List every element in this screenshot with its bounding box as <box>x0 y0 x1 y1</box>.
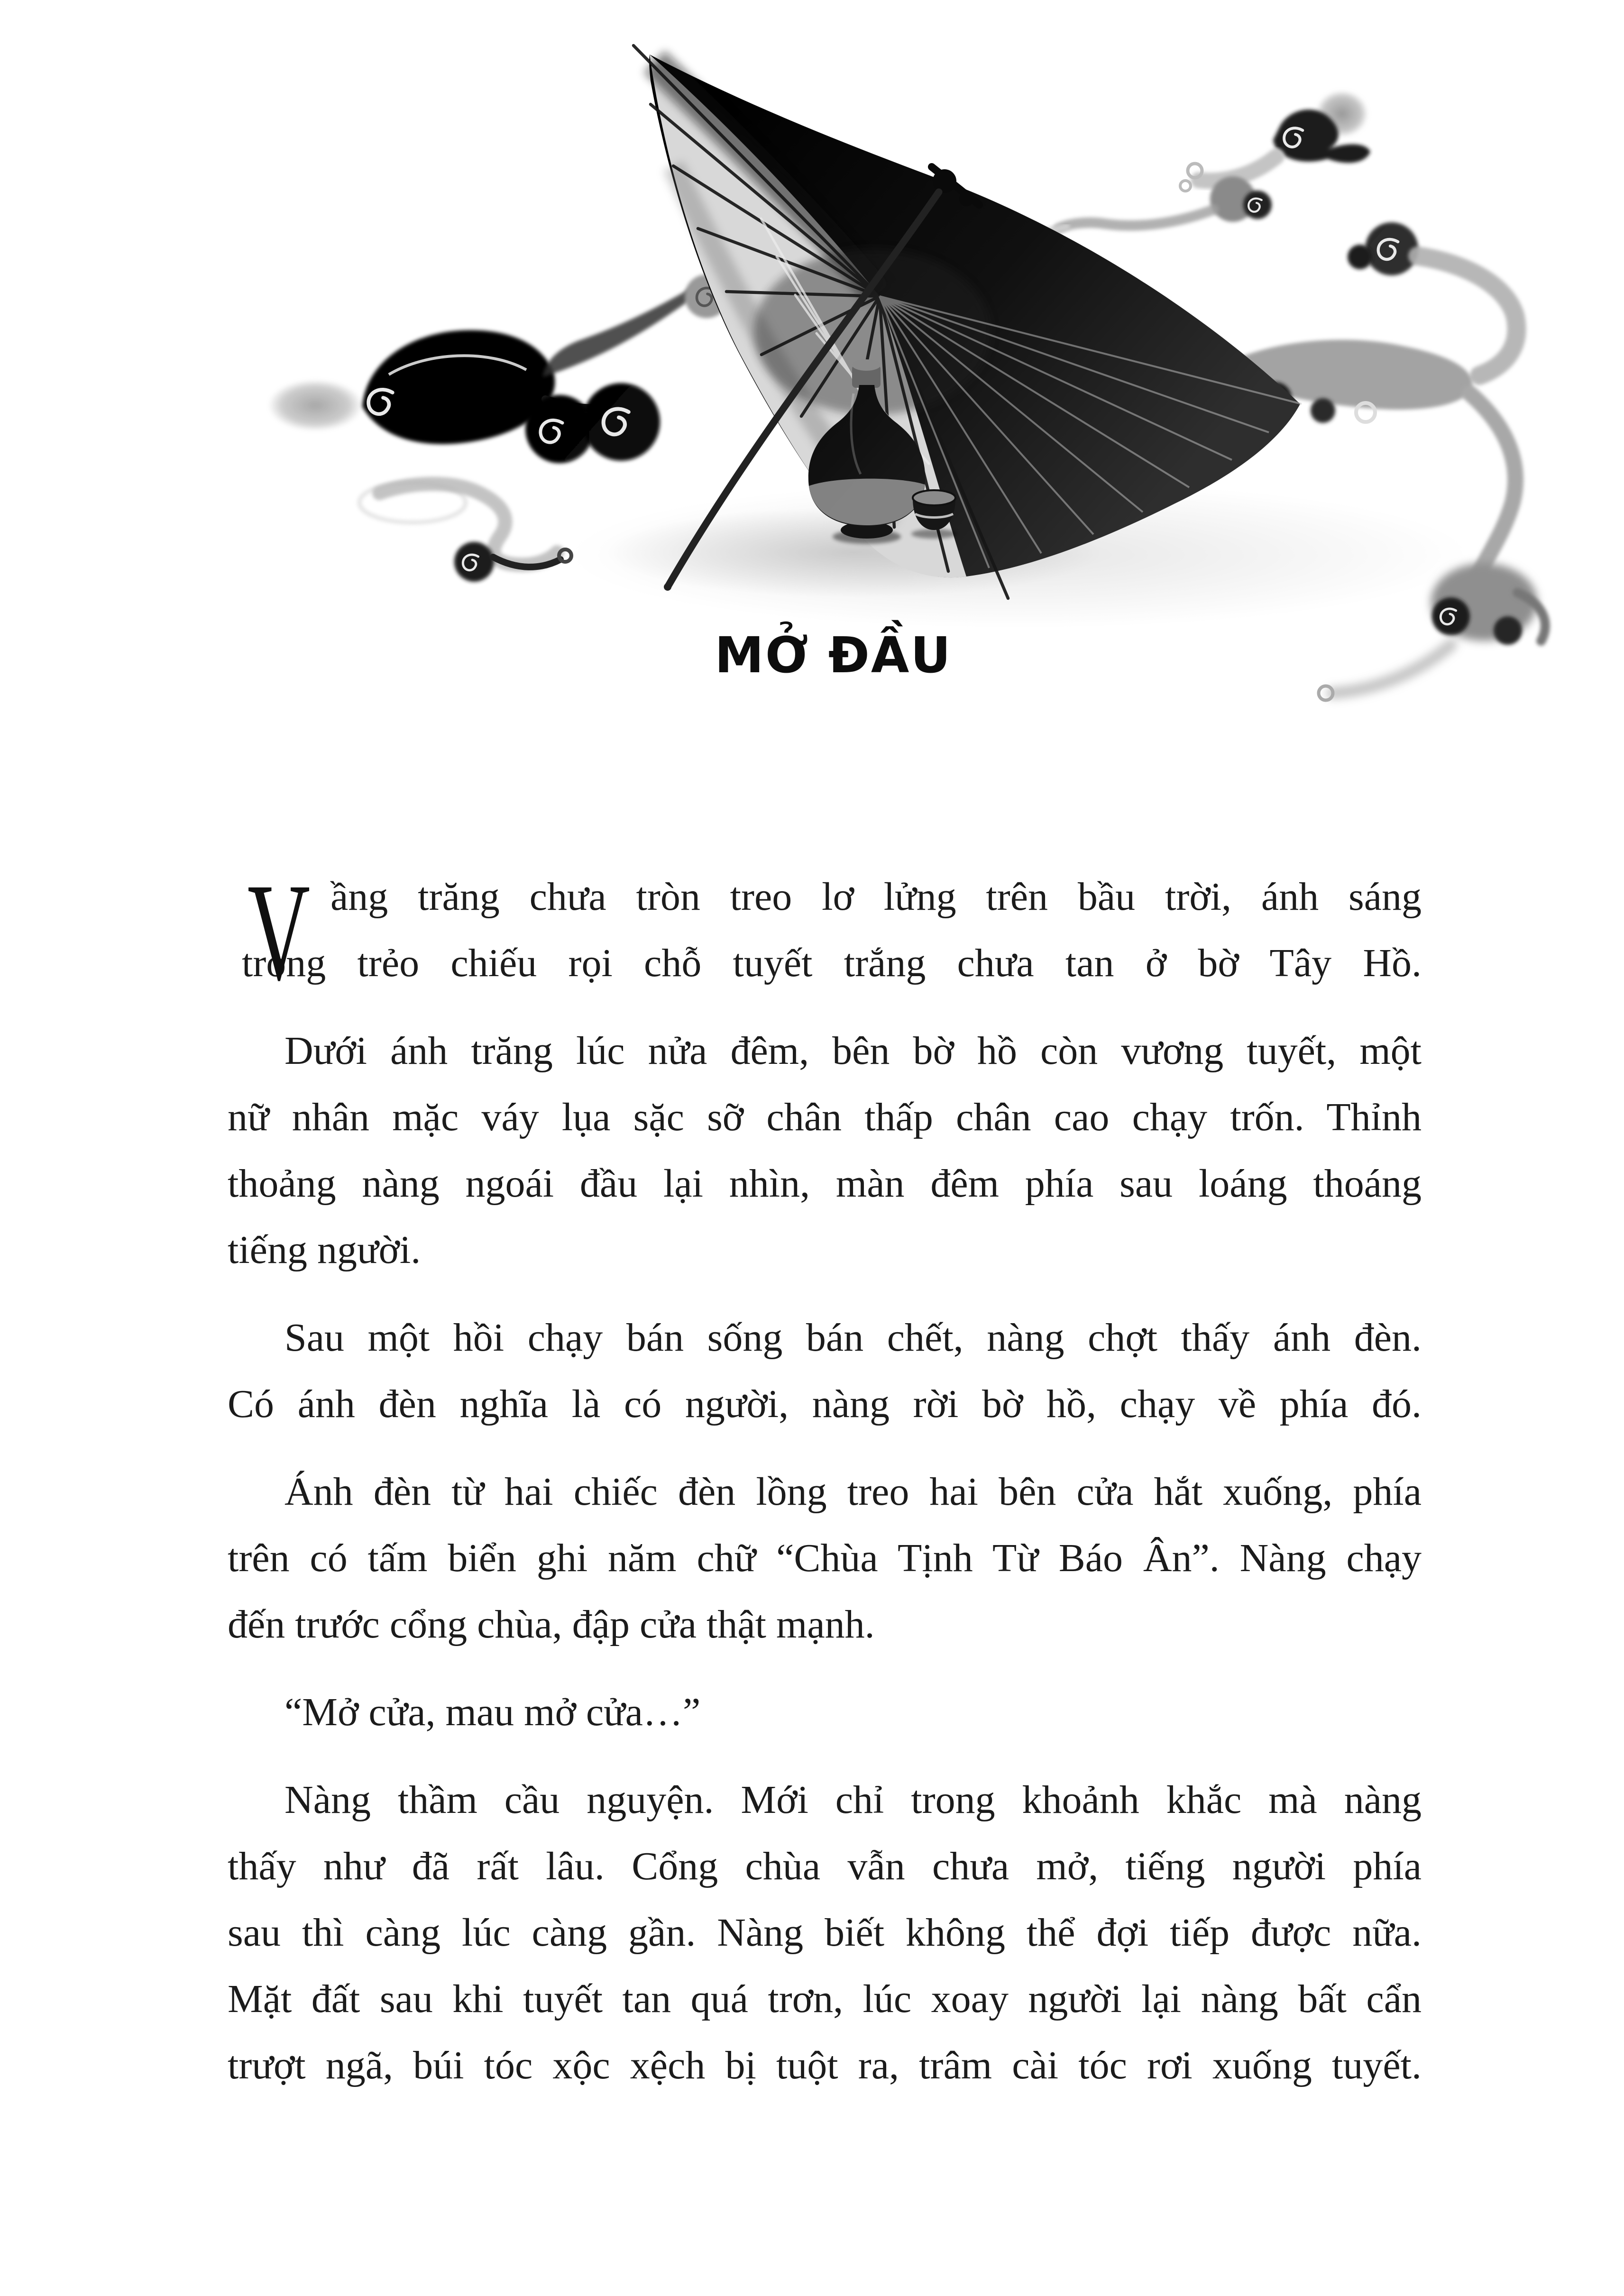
cloud-scroll-top-right <box>1033 90 1370 232</box>
paragraph-6 <box>228 1767 1422 2099</box>
text-line: thoảng nàng ngoái đầu lại nhìn, màn đêm phía sau loáng thoáng <box>228 1162 1422 1206</box>
chapter-title: MỞ ĐẦU <box>715 626 952 684</box>
header-illustration <box>199 28 1560 725</box>
text-line: trượt ngã, búi tóc xộc xệch bị tuột ra, trâm cài tóc rơi xuống tuyết. <box>228 2043 1422 2087</box>
body-text <box>228 854 1422 2099</box>
ink-illustration <box>199 28 1560 725</box>
cloud-scroll-left <box>268 274 764 463</box>
text-line: thấy như đã rất lâu. Cổng chùa vẫn chưa mở, tiếng người phía <box>228 1844 1422 1888</box>
text-line: Nàng thầm cầu nguyện. Mới chỉ trong khoảnh khắc mà nàng <box>284 1778 1422 1822</box>
text-line: ầng trăng chưa tròn treo lơ lửng trên bầu trời, ánh sáng <box>330 875 1422 919</box>
text-line: đến trước cổng chùa, đập cửa thật mạnh. <box>228 1602 875 1647</box>
paragraph-1 <box>228 854 1422 1009</box>
text-line: “Mở cửa, mau mở cửa…” <box>284 1690 701 1734</box>
wine-cup <box>911 490 957 539</box>
text-line: tiếng người. <box>228 1228 421 1272</box>
paragraph-4 <box>228 1459 1422 1658</box>
text-line: Ánh đèn từ hai chiếc đèn lồng treo hai bên cửa hắt xuống, phía <box>284 1470 1422 1514</box>
paragraph-3 <box>228 1305 1422 1437</box>
text-line: Mặt đất sau khi tuyết tan quá trơn, lúc xoay người lại nàng bất cẩn <box>228 1977 1422 2021</box>
text-line: Có ánh đèn nghĩa là có người, nàng rời bờ hồ, chạy về phía đó. <box>228 1382 1422 1426</box>
cloud-scroll-bottom-left <box>359 483 571 582</box>
text-line: sau thì càng lúc càng gần. Nàng biết không thể đợi tiếp được nữa. <box>228 1911 1422 1955</box>
text-line: nữ nhân mặc váy lụa sặc sỡ chân thấp chân cao chạy trốn. Thỉnh <box>228 1095 1422 1139</box>
text-line: trong trẻo chiếu rọi chỗ tuyết trắng chưa tan ở bờ Tây Hồ. <box>242 941 1422 985</box>
cup-liquid <box>913 490 955 505</box>
drop-cap: V <box>248 854 311 1009</box>
text-line: Dưới ánh trăng lúc nửa đêm, bên bờ hồ còn vương tuyết, một <box>284 1029 1422 1073</box>
text-line: trên có tấm biển ghi năm chữ “Chùa Tịnh Từ Báo Ân”. Nàng chạy <box>228 1536 1422 1580</box>
paragraph-2 <box>228 1018 1422 1283</box>
paragraph-5 <box>228 1679 1422 1746</box>
text-line: Sau một hồi chạy bán sống bán chết, nàng chợt thấy ánh đèn. <box>284 1316 1422 1360</box>
